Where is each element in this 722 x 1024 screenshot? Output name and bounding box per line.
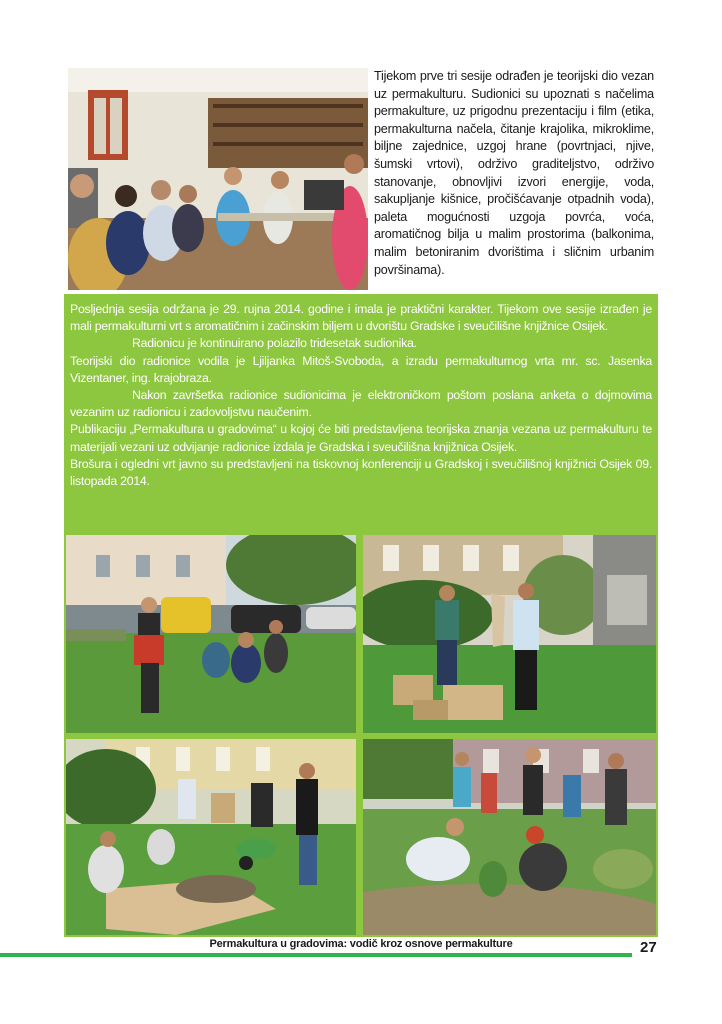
paragraph-participants: Radionicu je kontinuirano polazilo tridesetak sudionika. bbox=[132, 336, 417, 351]
intro-paragraph: Tijekom prve tri sesije odrađen je teorijski dio vezan uz permakulturu. Sudionici su upoznati s načelima permakulture, uz prigodnu prezentaciju i film (etika, permakulturna načela, čitanje krajolika, mikroklime, biljne zajednice, uzgoj hrane (povrtnjaci, njive, šumski vrtovi), održivo graditeljstvo, održivo stanovanje, obnovljivi izvori energije, voda, sakupljanje kišnice, pročišćavanje otpadnih voda), paleta mogućnosti uzgoja povrća, voća, aromatičnog bilja u malim prostorima (balkonima, malim betoniranim dvorištima i sličnim urbanim površinama). bbox=[374, 69, 654, 277]
garden-photo-3 bbox=[66, 739, 356, 935]
footer-rule bbox=[0, 953, 632, 957]
footer-publication-title: Permakultura u gradovima: vodič kroz osnove permakulture bbox=[209, 938, 513, 950]
paragraph-final-session: Posljednja sesija održana je 29. rujna 2014. godine i imala je praktični karakter. Tijekom ove sesije izrađen je mali permakulturni vrt s aromatičnim i začinskim biljem u dvorištu Gradske i sveučilišne knjižnice Osijek. bbox=[70, 302, 652, 334]
paragraph-press-conference: Brošura i ogledni vrt javno su predstavljeni na tiskovnoj konferenciji u Gradskoj i sveučilišnoj knjižnici Osijek 09. listopada 2014. bbox=[70, 456, 652, 489]
classroom-photo bbox=[68, 68, 368, 290]
garden-photo-grid bbox=[64, 534, 658, 937]
paragraph-publication: Publikaciju „Permakultura u gradovima“ u kojoj će biti predstavljena teorijska znanja vezana uz permakulturu te materijali vezani uz odvijanje radionice izdala je Gradska i sveučilišna knjižnica Osijek. bbox=[70, 422, 652, 454]
garden-photo-4 bbox=[363, 739, 656, 935]
page-number: 27 bbox=[640, 939, 657, 956]
garden-photo-2 bbox=[363, 535, 656, 733]
workshop-summary-box bbox=[64, 294, 658, 534]
garden-photo-1 bbox=[66, 535, 356, 733]
paragraph-survey: Nakon završetka radionice sudionicima je elektroničkom poštom poslana anketa o dojmovima vezanim uz radionicu i zadovoljstvu naučenim. bbox=[70, 388, 652, 420]
paragraph-leaders: Teorijski dio radionice vodila je Ljiljanka Mitoš-Svoboda, a izradu permakulturnog vrta mr. sc. Jasenka Vizentaner, ing. krajobraza. bbox=[70, 353, 652, 385]
